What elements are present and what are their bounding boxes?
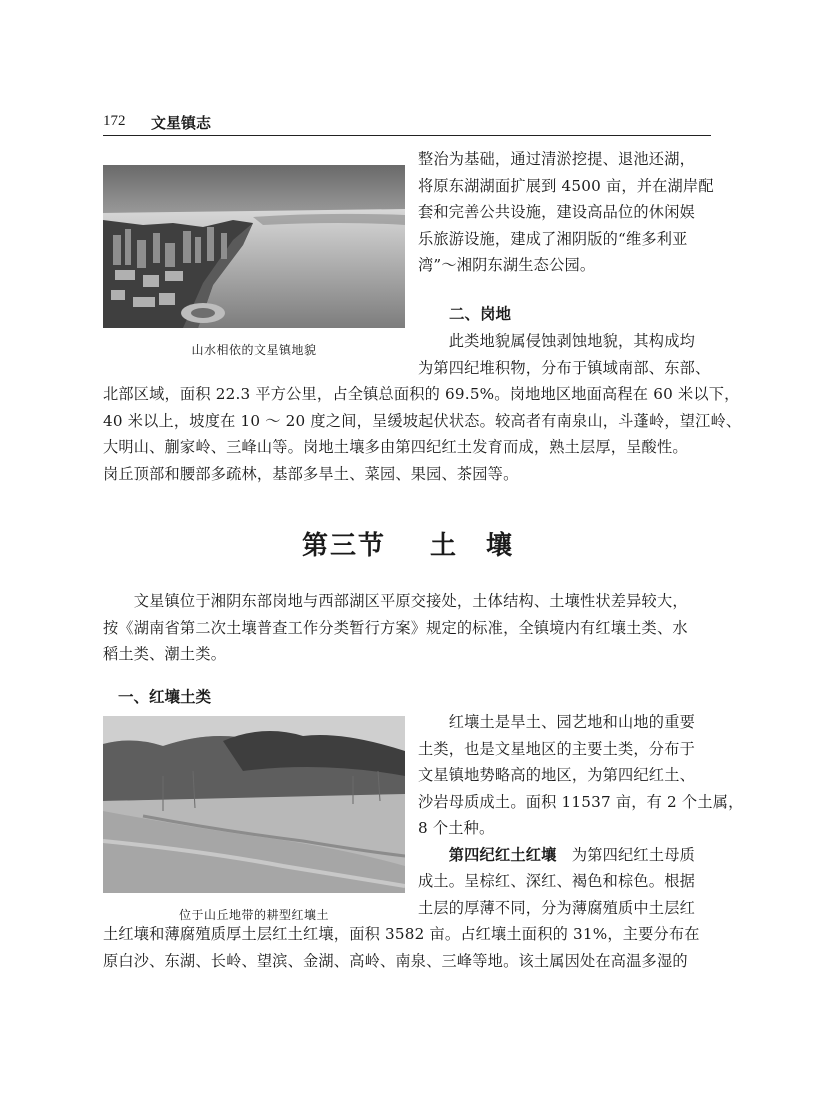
paragraph-east-lake xyxy=(418,146,714,279)
paragraph-hongrang-narrow xyxy=(418,709,744,921)
text-line: 红壤土是旱土、园艺地和山地的重要 xyxy=(418,713,695,731)
section-number: 第三节 xyxy=(301,531,386,561)
term-quaternary-red-soil: 第四纪红土红壤 xyxy=(448,845,557,864)
text-line: 文星镇地势略高的地区，为第四纪红土、 xyxy=(418,766,695,784)
book-title: 文星镇志 xyxy=(151,114,212,132)
text-line: 土类，也是文星地区的主要土类，分布于 xyxy=(418,739,695,758)
text-line: 乐旅游设施，建成了湘阴版的“维多利亚 xyxy=(418,229,688,248)
paragraph-gangdi-wide xyxy=(103,381,741,487)
section-title xyxy=(0,525,816,562)
text-line: 原白沙、东湖、长岭、望滨、金湖、高岭、南泉、三峰等地。该土属因处在高温多湿的 xyxy=(103,951,688,970)
text-line: 大明山、蒯家岭、三峰山等。岗地土壤多由第四纪红土发育而成，熟土层厚，呈酸性。 xyxy=(103,438,688,456)
paragraph-hongrang-wide xyxy=(103,921,700,974)
text-line: 土红壤和薄腐殖质厚土层红土红壤，面积 3582 亩。占红壤土面积的 31%，主要分布在 xyxy=(103,925,700,943)
text-line: 稻土类、潮土类。 xyxy=(103,645,227,663)
text-line: 8 个土种。 xyxy=(418,819,495,837)
text-line: 岗丘顶部和腰部多疏林，基部多旱土、菜园、果园、茶园等。 xyxy=(103,464,519,483)
red-soil-image xyxy=(103,716,405,893)
figure-caption-2: 位于山丘地带的耕型红壤土 xyxy=(178,908,329,922)
text-line: 此类地貌属侵蚀剥蚀地貌，其构成均 xyxy=(418,332,695,350)
text-line: 成土。呈棕红、深红、褐色和棕色。根据 xyxy=(418,872,695,890)
paragraph-soil-intro xyxy=(103,588,688,668)
text-line: 按《湖南省第二次土壤普查工作分类暂行方案》规定的标准，全镇境内有红壤土类、水 xyxy=(103,618,688,637)
running-header xyxy=(103,113,711,136)
text-line: 湾”～湘阴东湖生态公园。 xyxy=(418,256,596,274)
text-line: 土层的厚薄不同，分为薄腐殖质中土层红 xyxy=(418,898,695,917)
text-line: 将原东湖湖面扩展到 4500 亩，并在湖岸配 xyxy=(418,176,714,195)
text-line: 北部区域，面积 22.3 平方公里，占全镇总面积的 69.5%。岗地地区地面高程在 60 米以下， xyxy=(103,385,740,403)
text-line-term xyxy=(418,842,744,869)
paragraph-gangdi-narrow xyxy=(418,328,710,381)
page-number: 172 xyxy=(103,113,126,129)
section-name: 土 壤 xyxy=(430,531,515,561)
text-line: 文星镇位于湘阴东部岗地与西部湖区平原交接处，土体结构、土壤性状差异较大， xyxy=(103,592,688,610)
lake-town-photo xyxy=(103,165,405,328)
text-line: 沙岩母质成土。面积 11537 亩，有 2 个土属， xyxy=(418,792,744,811)
text-line: 为第四纪堆积物，分布于镇域南部、东部、 xyxy=(418,358,711,377)
subheading-hongrang: 一、红壤土类 xyxy=(118,688,212,706)
term-rest: 为第四纪红土母质 xyxy=(556,845,695,864)
red-soil-photo xyxy=(103,716,405,893)
text-line: 套和完善公共设施，建设高品位的休闲娱 xyxy=(418,203,695,221)
lake-town-image xyxy=(103,165,405,328)
subheading-gangdi: 二、岗地 xyxy=(449,305,512,323)
text-line: 整治为基础，通过清淤挖提、退池还湖， xyxy=(418,150,695,168)
figure-caption-1: 山水相依的文星镇地貌 xyxy=(191,343,317,357)
text-line: 40 米以上，坡度在 10 ～ 20 度之间，呈缓坡起伏状态。较高者有南泉山，斗蓬岭，望江岭、 xyxy=(103,411,742,430)
